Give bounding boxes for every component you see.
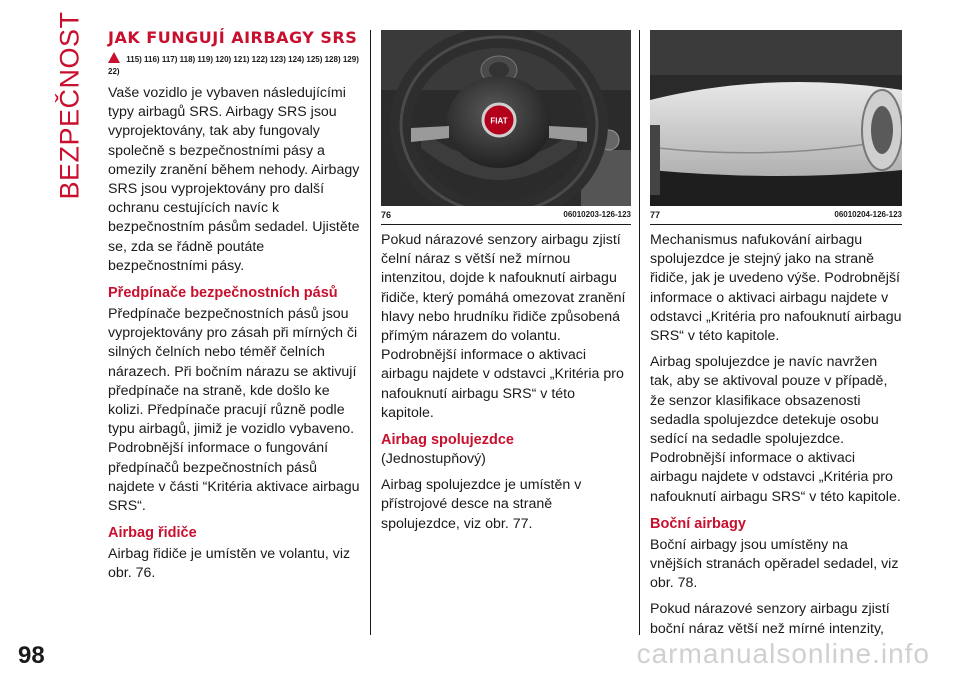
pretensioners-heading: Předpínače bezpečnostních pásů [108, 285, 338, 302]
passenger-airbag-heading: Airbag spolujezdce [381, 432, 514, 449]
figure-dashboard [650, 30, 902, 206]
driver-airbag-detail-paragraph: Pokud nárazové senzory airbagu zjistí čelní náraz s větší než mírnou intenzitou, dojde k nafouknutí airbagu řidiče, který pomáhá omezovat zranění hlavy nebo hrudníku řidiče způsobená přímým nárazem do volantu. Podrobnější informace o aktivaci airbagu najdete v odstavci „Kritéria pro nafouknutí airbagu SRS“ v této kapitole. [381, 232, 626, 421]
side-airbags-heading: Boční airbagy [650, 515, 746, 532]
figure-code: 06010203-126-123 [563, 210, 631, 219]
driver-airbag-heading: Airbag řidiče [108, 525, 197, 542]
steering-wheel-illustration [381, 30, 631, 206]
column-divider [370, 30, 371, 635]
warning-triangle-icon [108, 52, 120, 63]
column-1 [108, 30, 363, 591]
section-label [54, 10, 85, 200]
passenger-airbag-paragraph: Airbag spolujezdce je umístěn v přístrojové desce na straně spolujezdce, viz obr. 77. [381, 477, 582, 532]
fiat-logo-text: FIAT [490, 116, 508, 126]
dashboard-illustration [650, 30, 902, 206]
pretensioners-paragraph: Předpínače bezpečnostních pásů jsou vyprojektovány pro zásah při mírných či silných čelních nebo téměř čelních nárazech. Při bočním nárazu se aktivují předpínače na straně, kde došlo ke kolizi. Předpínače pracují různě podle typu airbagů, jimiž je vozidlo vybaveno. Podrobnější informace o fungování předpínačů bezpečnostních pásů najdete v části “Kritéria aktivace airbagu SRS“. [108, 306, 360, 515]
section-title: JAK FUNGUJÍ AIRBAGY SRS [108, 28, 358, 47]
intro-paragraph: Vaše vozidlo je vybaven následujícími typy airbagů SRS. Airbagy SRS jsou vyprojektovány, tak aby fungovaly společně s bezpečnostními pásy a omezily zranění během nehody. Airbagy SRS jsou vyprojektovány pro další ochranu cestujících navíc k bezpečnostním pásům sedadel. Ujistěte se, zda se řádně poutáte bezpečnostními pásy. [108, 85, 360, 274]
passenger-occupancy-paragraph: Airbag spolujezdce je navíc navržen tak, aby se aktivoval pouze v případě, že senzor klasifikace obsazenosti sedadla spolujezdce detekuje osobu sedící na sedadle spolujezdce. Podrobnější informace o aktivaci airbagu najdete v odstavci „Kritéria pro nafouknutí airbagu SRS“ v této kapitole. [650, 354, 901, 505]
warning-refs-text: 115) 116) 117) 118) 119) 120) 121) 122) 123) 124) 125) 128) 129) 22) [108, 55, 359, 76]
passenger-airbag-subheading: (Jednostupňový) [381, 451, 486, 468]
figure-number: 77 [650, 210, 661, 220]
driver-airbag-paragraph: Airbag řidiče je umístěn ve volantu, viz obr. 76. [108, 546, 351, 582]
side-airbags-activation-paragraph: Pokud nárazové senzory airbagu zjistí boční náraz větší než mírné intenzity, [650, 601, 890, 637]
figure-steering-wheel [381, 30, 631, 206]
watermark: carmanualsonline.info [636, 638, 930, 669]
side-airbags-location-paragraph: Boční airbagy jsou umístěny na vnějších stranách opěradel sedadel, viz obr. 78. [650, 536, 899, 592]
passenger-mechanism-paragraph: Mechanismus nafukování airbagu spolujezdce je stejný jako na straně řidiče, jak je uvedeno výše. Podrobnější informace o aktivaci airbagu najdete v odstavci „Kritéria pro nafouknutí airbagu SRS“ v této kapitole. [650, 232, 902, 345]
figure-number: 76 [381, 210, 392, 220]
section-label-text: BEZPEČNOST [54, 10, 85, 200]
figure-caption [650, 206, 902, 225]
column-2 [381, 30, 631, 541]
page-number: 98 [18, 642, 45, 669]
figure-caption [381, 206, 631, 225]
column-divider [639, 30, 640, 635]
column-3 [650, 30, 902, 646]
warning-references [108, 52, 363, 78]
figure-code: 06010204-126-123 [834, 210, 902, 219]
